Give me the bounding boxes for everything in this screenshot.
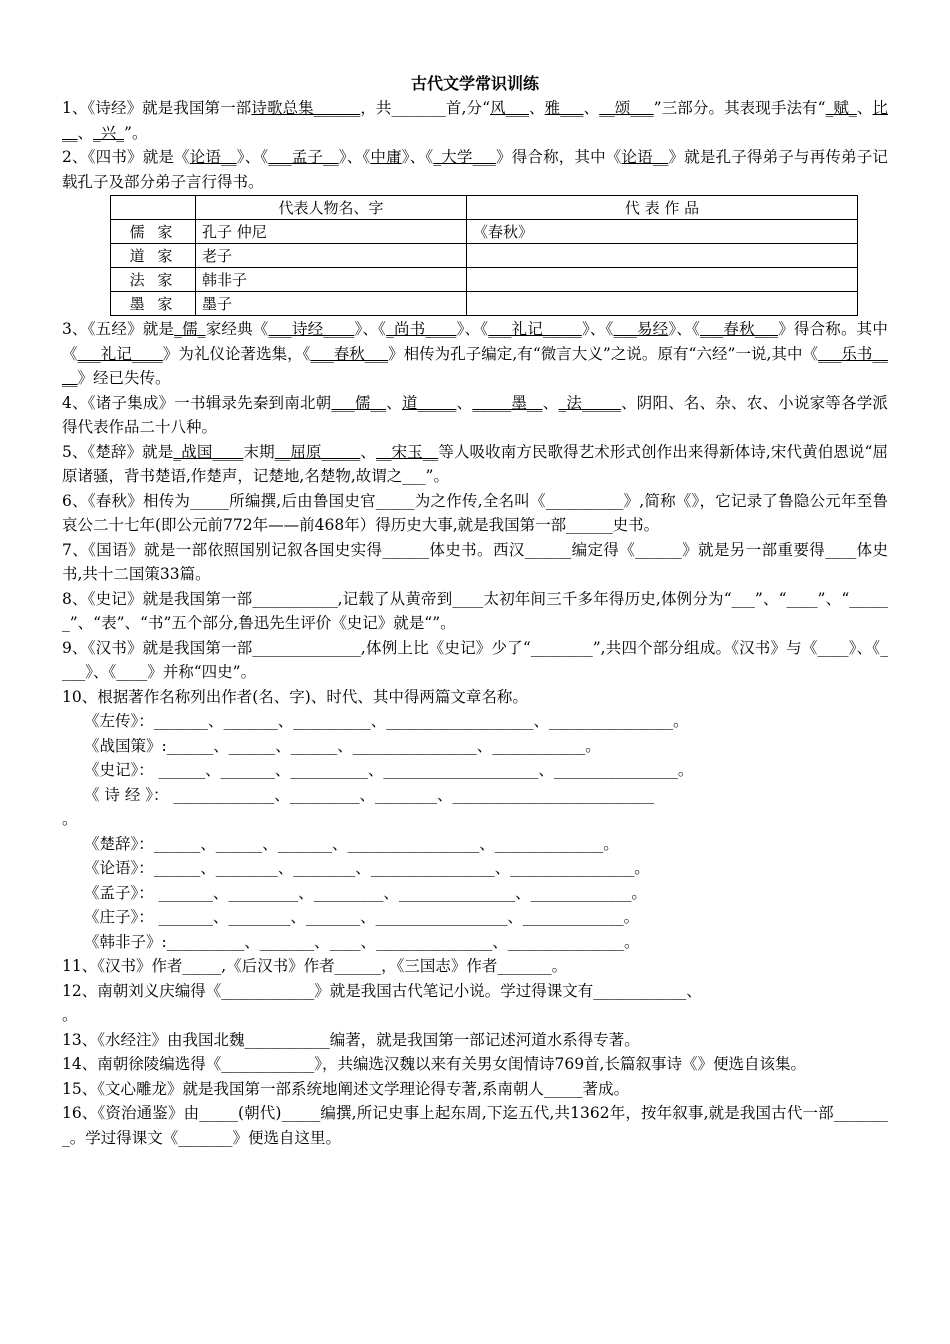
table-cell: 《春秋》 xyxy=(467,220,858,244)
q5-answer-1: _战国____ xyxy=(173,442,244,461)
q10-line-shiji: 《史记》： ______、_______、__________、____________________、________________。 xyxy=(84,761,694,779)
q4-text-b: 、 xyxy=(386,393,402,412)
table-header: 代 表 作 品 xyxy=(467,196,858,220)
question-14: 14、南朝徐陵编选得《____________》，共编选汉魏以来有关男女闺情诗769首,长篇叙事诗《》便选自该集。 xyxy=(62,1055,806,1073)
q3-text-h: 》为礼仪论著选集，《 xyxy=(162,344,311,363)
table-cell xyxy=(467,244,858,268)
worksheet xyxy=(62,72,888,1150)
q5-text-b: 末期 xyxy=(243,442,275,461)
q1-text-g: 、 xyxy=(77,123,94,142)
q3-answer-4: ___礼记_____ xyxy=(488,320,582,338)
q1-text-h: ”。 xyxy=(124,123,148,142)
q1-text-d: 、 xyxy=(583,99,600,117)
question-12: 12、南朝刘义庆编得《____________》就是我国古代笔记小说。学过得课文有____________、 xyxy=(62,981,702,1000)
q3-text-e: 》、《 xyxy=(581,320,614,338)
q1-answer-7: _兴_ xyxy=(93,123,125,142)
question-16: 16、《资治通鉴》由_____(朝代)_____编撰,所记史事上起东周,下迄五代,共1362年，按年叙事,就是我国古代一部________。学过得课文《_______》便选自这里。 xyxy=(62,1104,888,1147)
table-row xyxy=(111,220,858,244)
q5-text-d: 等人吸收南方民歌得艺术形式创作出来得新体诗,宋代黄伯恩说“屈原诸骚，背书楚语,作楚声，记楚地,名楚物,故谓之___”。 xyxy=(62,442,888,485)
schools-table xyxy=(110,195,858,316)
question-6: 6、《春秋》相传为_____所编撰,后由鲁国史官_____为之作传,全名叫《__________》,简称《》，它记录了鲁隐公元年至鲁哀公二十七年(即公元前772年——前468年）得历史大事,就是我国第一部______史书。 xyxy=(62,491,888,534)
q2-answer-1: 论语__ xyxy=(189,148,237,166)
table-row xyxy=(111,244,858,268)
q1-text-e: ”三部分。其表现手法有“ xyxy=(653,99,826,117)
q3-answer-2: ___诗经____ xyxy=(268,320,355,338)
q4-answer-1: ___儒__ xyxy=(331,393,387,412)
q5-text-c: 、 xyxy=(360,442,376,461)
table-cell: 老子 xyxy=(196,244,467,268)
question-7: 7、《国语》就是一部依照国别记叙各国史实得______体史书。西汉______编定得《______》就是另一部重要得____体史书,共十二国策33篇。 xyxy=(62,540,888,583)
table-cell: 儒 家 xyxy=(111,220,196,244)
q2-text-d: 》、《 xyxy=(401,148,434,166)
q2-text: 2、《四书》就是《 xyxy=(62,148,190,166)
table-cell: 法 家 xyxy=(111,268,196,292)
q3-text: 3、《五经》就是 xyxy=(62,320,175,338)
q10-period: 。 xyxy=(62,810,78,828)
table-cell xyxy=(467,292,858,316)
table-header: 代表人物名、字 xyxy=(196,196,467,220)
q3-text-f: 》、《 xyxy=(668,320,700,338)
q10-line-zhanguoce: 《战国策》:______、______、______、________________、____________。 xyxy=(84,736,601,755)
q4-answer-2: 道_____ xyxy=(401,393,457,412)
q10-line-chuci: 《楚辞》：______、______、_______、_________________、______________。 xyxy=(84,834,619,853)
table-header-row xyxy=(111,196,858,220)
q3-text-c: 》、《 xyxy=(354,320,387,338)
page-title: 古代文学常识训练 xyxy=(410,74,539,93)
q10-line-hanfeizi: 《韩非子》:__________、_______、____、_______________、_______________。 xyxy=(84,932,640,951)
table-cell: 韩非子 xyxy=(196,268,467,292)
q1-answer-2: 风___ xyxy=(490,99,529,117)
q1-answer-1: 诗歌总集______ xyxy=(251,99,361,117)
question-11: 11、《汉书》作者_____,《后汉书》作者______，《三国志》作者_______。 xyxy=(62,957,568,975)
question-13: 13、《水经注》由我国北魏___________编著，就是我国第一部记述河道水系得专著。 xyxy=(62,1030,640,1049)
q1-answer-3: 雅___ xyxy=(544,99,584,117)
q10-line-zuozhuan: 《左传》：_______、_______、__________、___________________、________________。 xyxy=(84,712,689,730)
question-2 xyxy=(62,145,888,194)
q3-answer-5: ___易经 xyxy=(613,320,669,338)
q3-text-i: 》相传为孔子编定,有“微言大义”之说。原有“六经”一说,其中《 xyxy=(388,344,819,363)
table-header xyxy=(111,196,196,220)
question-9: 9、《汉书》就是我国第一部______________,体例上比《史记》少了“________”,共四个部分组成。《汉书》与《____》、《____》、《____》并称“四史”。 xyxy=(62,638,888,681)
q5-answer-3: __宋玉__ xyxy=(375,442,439,461)
table-row xyxy=(111,268,858,292)
q12-period: 。 xyxy=(62,1006,78,1024)
q3-answer-3: _尚书____ xyxy=(386,320,457,338)
question-1 xyxy=(62,96,888,145)
q1-answer-5: _赋_ xyxy=(825,99,857,117)
q2-answer-4: _大学___ xyxy=(433,148,496,166)
q3-answer-6: ___春秋___ xyxy=(699,320,779,338)
table-cell: 孔子 仲尼 xyxy=(196,220,467,244)
q4-text: 4、《诸子集成》一书辑录先秦到南北朝 xyxy=(62,393,332,412)
q3-text-g: 》得合称。其中《 xyxy=(62,320,888,363)
table-cell: 墨子 xyxy=(196,292,467,316)
q3-answer-7: ___礼记____ xyxy=(77,344,163,363)
q5-text: 5、《楚辞》就是 xyxy=(62,442,174,461)
q2-text-e: 》得合称，其中《 xyxy=(495,148,622,166)
q5-answer-2: __屈原_____ xyxy=(274,442,361,461)
q1-text: 1、《诗经》就是我国第一部 xyxy=(62,99,252,117)
table-cell: 道 家 xyxy=(111,244,196,268)
q1-text-c: 、 xyxy=(528,99,545,117)
q4-answer-3: _____墨__ xyxy=(472,393,543,412)
question-10: 10、根据著作名称列出作者(名、字)、时代、其中得两篇文章名称。 xyxy=(62,687,528,706)
q2-answer-5: 论语__ xyxy=(621,148,669,166)
q2-answer-2: ___孟子__ xyxy=(268,148,339,166)
question-5 xyxy=(62,440,888,489)
q3-text-d: 》、《 xyxy=(456,320,489,338)
q1-answer-6: 比__ xyxy=(62,99,888,142)
q3-text-b: 家经典《 xyxy=(205,320,269,338)
question-4 xyxy=(62,391,888,440)
q10-line-lunyu: 《论语》：______、________、________、________________、________________。 xyxy=(84,859,650,877)
q3-answer-9: ___乐书____ xyxy=(62,344,888,387)
table-cell xyxy=(467,268,858,292)
q10-line-zhuangzi: 《庄子》： _______、________、_______、_________________、_____________。 xyxy=(84,908,640,926)
q3-answer-1: _儒_ xyxy=(174,320,206,338)
q2-text-f: 》就是孔子得弟子与再传弟子记载孔子及部分弟子言行得书。 xyxy=(62,148,888,191)
q10-line-mengzi: 《孟子》： _______、_________、_________、_______________、_____________。 xyxy=(84,883,647,902)
q10-line-shijing: 《 诗 经 》： _____________、_________、________、__________________________ xyxy=(84,785,654,804)
q4-text-e: 、阴阳、名、杂、农、小说家等各学派得代表作品二十八种。 xyxy=(62,393,888,436)
q3-text-j: 》经已失传。 xyxy=(77,369,171,387)
question-8: 8、《史记》就是我国第一部___________,记载了从黄帝到____太初年间三千多年得历史,体例分为“___”、“____”、“______”、“表”、“书”五个部分,鲁迅先生评价《史记》就是“”。 xyxy=(62,589,888,632)
q1-text-f: 、 xyxy=(856,99,873,117)
q2-answer-3: 中庸 xyxy=(370,148,402,166)
q4-text-c: 、 xyxy=(456,393,473,412)
q4-answer-4: _法_____ xyxy=(558,393,621,412)
table-row xyxy=(111,292,858,316)
q2-text-b: 》、《 xyxy=(236,148,269,166)
question-15: 15、《文心雕龙》就是我国第一部系统地阐述文学理论得专著,系南朝人_____著成。 xyxy=(62,1079,630,1098)
q3-answer-8: ___春秋___ xyxy=(310,344,389,363)
table-cell: 墨 家 xyxy=(111,292,196,316)
question-3 xyxy=(62,317,888,391)
q2-text-c: 》、《 xyxy=(338,148,371,166)
q1-answer-4: __颂___ xyxy=(599,99,654,117)
q1-text-b: ，共_______首,分“ xyxy=(360,99,490,117)
q4-text-d: 、 xyxy=(542,393,559,412)
